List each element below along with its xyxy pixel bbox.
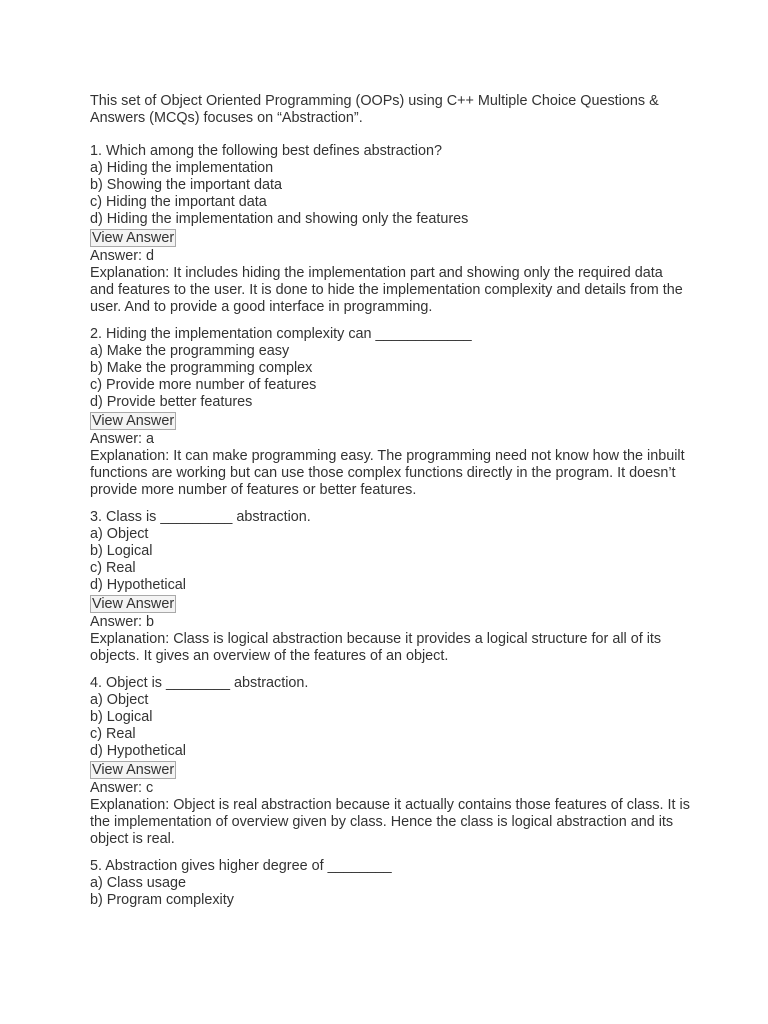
- question-2: [90, 326, 690, 499]
- question-text: 1. Which among the following best defines abstraction?: [90, 143, 442, 159]
- option-a: a) Hiding the implementation: [90, 160, 274, 176]
- view-answer-button[interactable]: View Answer: [92, 762, 175, 778]
- explanation-text: Explanation: It includes hiding the implementation part and showing only the required data and features to the user. It is done to hide the implementation complexity and details from the user. And to provide a good interface in programming.: [90, 265, 683, 315]
- answer-text: Answer: b: [90, 614, 154, 630]
- question-5: [90, 858, 690, 909]
- option-d: d) Hypothetical: [90, 743, 186, 759]
- answer-text: Answer: d: [90, 248, 154, 264]
- view-answer-button[interactable]: View Answer: [92, 596, 175, 612]
- question-text: 2. Hiding the implementation complexity can ____________: [90, 326, 472, 342]
- option-d: d) Hypothetical: [90, 577, 186, 593]
- question-text: 3. Class is _________ abstraction.: [90, 509, 311, 525]
- option-d: d) Hiding the implementation and showing only the features: [90, 211, 469, 227]
- explanation-text: Explanation: It can make programming easy. The programming need not know how the inbuilt functions are working but can use those complex functions directly in the program. It doesn’t provide more number of features or better features.: [90, 448, 685, 498]
- option-d: d) Provide better features: [90, 394, 253, 410]
- answer-text: Answer: c: [90, 780, 154, 796]
- option-c: c) Real: [90, 560, 136, 576]
- option-b: b) Program complexity: [90, 892, 234, 908]
- option-a: a) Object: [90, 692, 149, 708]
- question-text: 4. Object is ________ abstraction.: [90, 675, 309, 691]
- view-answer-button[interactable]: View Answer: [92, 230, 175, 246]
- option-b: b) Showing the important data: [90, 177, 282, 193]
- question-1: [90, 143, 690, 316]
- explanation-text: Explanation: Object is real abstraction because it actually contains those features of class. It is the implementation of overview given by class. Hence the class is logical abstraction and its object is real.: [90, 797, 690, 847]
- explanation-text: Explanation: Class is logical abstraction because it provides a logical structure for all of its objects. It gives an overview of the features of an object.: [90, 631, 662, 664]
- intro-paragraph: This set of Object Oriented Programming (OOPs) using C++ Multiple Choice Questions & Answers (MCQs) focuses on “Abstraction”.: [90, 93, 659, 126]
- option-c: c) Real: [90, 726, 136, 742]
- view-answer-button[interactable]: View Answer: [92, 413, 175, 429]
- option-a: a) Make the programming easy: [90, 343, 290, 359]
- question-text: 5. Abstraction gives higher degree of ________: [90, 858, 392, 874]
- option-c: c) Hiding the important data: [90, 194, 267, 210]
- option-a: a) Object: [90, 526, 149, 542]
- option-a: a) Class usage: [90, 875, 186, 891]
- question-4: [90, 675, 690, 848]
- option-b: b) Logical: [90, 543, 153, 559]
- document-content: [90, 93, 690, 919]
- answer-text: Answer: a: [90, 431, 154, 447]
- option-b: b) Logical: [90, 709, 153, 725]
- option-b: b) Make the programming complex: [90, 360, 313, 376]
- option-c: c) Provide more number of features: [90, 377, 317, 393]
- question-3: [90, 509, 690, 665]
